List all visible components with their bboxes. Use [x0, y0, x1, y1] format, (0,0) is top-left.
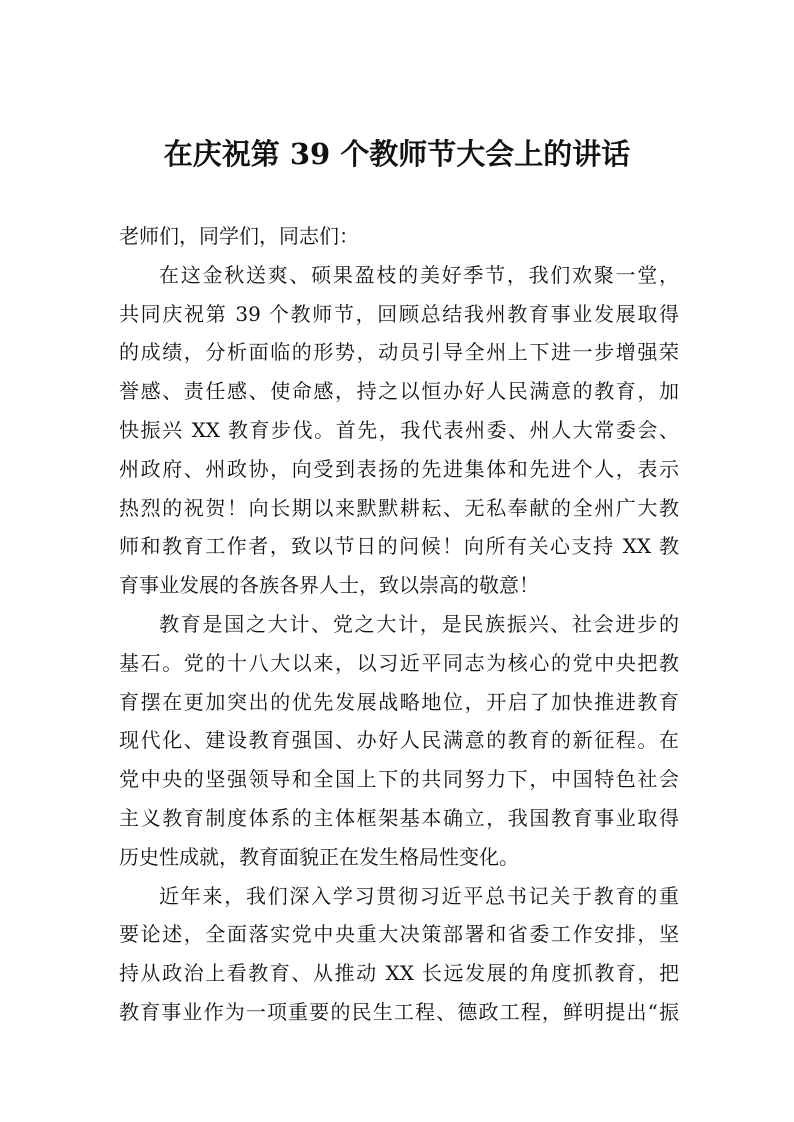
salutation: 老师们，同学们，同志们： — [119, 224, 359, 248]
document-title: 在庆祝第 39 个教师节大会上的讲话 — [163, 137, 631, 171]
paragraph-line: 在这金秋送爽、硕果盈枝的美好季节，我们欢聚一堂， — [159, 262, 679, 287]
paragraph-line: 现代化、建设教育强国、办好人民满意的教育的新征程。在 — [119, 728, 679, 753]
paragraph-line: 近年来，我们深入学习贯彻习近平总书记关于教育的重 — [159, 883, 679, 908]
paragraph-line: 持从政治上看教育、从推动 XX 长远发展的角度抓教育，把 — [119, 961, 679, 986]
paragraph-line: 师和教育工作者，致以节日的问候！向所有关心支持 XX 教 — [119, 534, 679, 559]
paragraph-line: 教育是国之大计、党之大计，是民族振兴、社会进步的 — [159, 611, 679, 636]
paragraph-line: 的成绩，分析面临的形势，动员引导全州上下进一步增强荣 — [119, 340, 679, 365]
paragraph-2 — [119, 605, 679, 877]
paragraph-line: 主义教育制度体系的主体框架基本确立，我国教育事业取得 — [119, 805, 679, 830]
paragraph-line: 快振兴 XX 教育步伐。首先，我代表州委、州人大常委会、 — [119, 417, 679, 442]
paragraph-3 — [119, 877, 679, 1032]
paragraph-line: 共同庆祝第 39 个教师节，回顾总结我州教育事业发展取得 — [119, 301, 679, 326]
paragraph-1 — [119, 256, 679, 605]
paragraph-line: 州政府、州政协，向受到表扬的先进集体和先进个人，表示 — [119, 456, 679, 481]
paragraph-line: 历史性成就，教育面貌正在发生格局性变化。 — [119, 844, 519, 869]
paragraph-line: 誉感、责任感、使命感，持之以恒办好人民满意的教育，加 — [119, 379, 679, 404]
paragraph-line: 党中央的坚强领导和全国上下的共同努力下，中国特色社会 — [119, 767, 679, 792]
paragraph-line: 教育事业作为一项重要的民生工程、德政工程，鲜明提出“振 — [119, 999, 679, 1024]
paragraph-line: 基石。党的十八大以来，以习近平同志为核心的党中央把教 — [119, 650, 679, 675]
paragraph-line: 育摆在更加突出的优先发展战略地位，开启了加快推进教育 — [119, 689, 679, 714]
paragraph-line: 要论述，全面落实党中央重大决策部署和省委工作安排，坚 — [119, 922, 679, 947]
paragraph-line: 育事业发展的各族各界人士，致以崇高的敬意！ — [119, 573, 539, 598]
paragraph-line: 热烈的祝贺！向长期以来默默耕耘、无私奉献的全州广大教 — [119, 495, 679, 520]
document-body — [119, 217, 679, 1032]
